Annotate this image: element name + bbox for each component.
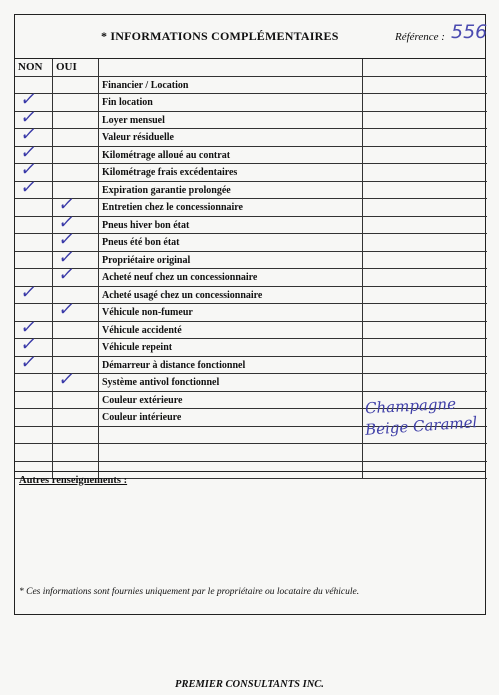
- other-info-section: [15, 471, 485, 486]
- checkmark-icon: ✓: [56, 264, 77, 285]
- checkmark-icon: ✓: [18, 351, 39, 373]
- row-value-cell[interactable]: [363, 304, 487, 321]
- checkmark-icon: ✓: [56, 194, 77, 215]
- checkmark-icon: ✓: [18, 89, 39, 110]
- column-header-label: [99, 59, 363, 76]
- row-label: Kilométrage alloué au contrat: [99, 147, 363, 164]
- row-label: Kilométrage frais excédentaires: [99, 164, 363, 181]
- row-value-cell[interactable]: [363, 252, 487, 269]
- checkmark-icon: ✓: [18, 281, 39, 303]
- table-header-row: [15, 59, 487, 77]
- checkbox-cell-oui[interactable]: [53, 339, 99, 356]
- checkbox-cell-oui[interactable]: [53, 147, 99, 164]
- checkmark-icon: ✓: [18, 106, 39, 128]
- table-row: [15, 211, 487, 235]
- row-value-cell[interactable]: [363, 269, 487, 286]
- checkbox-cell-non[interactable]: [15, 351, 53, 374]
- checkbox-cell-non[interactable]: [15, 392, 53, 409]
- checkmark-icon: ✓: [56, 229, 77, 250]
- checkbox-cell-non[interactable]: [15, 176, 53, 199]
- table-row: [15, 299, 487, 322]
- interior-color-handwritten[interactable]: Beige Caramel: [364, 413, 478, 439]
- reference-label: Référence :: [395, 31, 445, 43]
- row-value-cell[interactable]: [363, 217, 487, 234]
- checkbox-cell-non[interactable]: [15, 252, 53, 269]
- row-label: Véhicule non-fumeur: [99, 304, 363, 321]
- row-value-cell[interactable]: [363, 164, 487, 181]
- checkbox-cell-oui[interactable]: [53, 112, 99, 129]
- company-name: PREMIER CONSULTANTS INC.: [175, 679, 324, 690]
- checkbox-cell-non[interactable]: [15, 217, 53, 234]
- table-row: [15, 369, 487, 392]
- checkmark-icon: ✓: [18, 316, 39, 338]
- checkmark-icon: ✓: [56, 369, 77, 390]
- checkbox-cell-oui[interactable]: [53, 129, 99, 146]
- form-title: * INFORMATIONS COMPLÉMENTAIRES: [101, 29, 339, 43]
- row-value-cell[interactable]: [363, 322, 487, 339]
- row-label: Propriétaire original: [99, 252, 363, 269]
- table-row: [15, 316, 487, 340]
- row-value-cell[interactable]: [363, 94, 487, 111]
- checkbox-cell-non[interactable]: [15, 281, 53, 304]
- row-label: Couleur intérieure: [99, 409, 363, 426]
- row-value-cell[interactable]: [363, 182, 487, 199]
- row-label: Fin location: [99, 94, 363, 111]
- table-row: [15, 444, 487, 462]
- row-label: [99, 462, 363, 479]
- table-row: [15, 77, 487, 95]
- checkbox-cell-oui[interactable]: [53, 164, 99, 181]
- checkbox-cell-non[interactable]: [15, 444, 53, 461]
- table-row: [15, 246, 487, 270]
- row-value-cell[interactable]: [363, 357, 487, 374]
- checkmark-icon: ✓: [56, 211, 77, 233]
- checklist-table: [15, 59, 487, 479]
- table-row: [15, 106, 487, 130]
- row-label: Véhicule repeint: [99, 339, 363, 356]
- checkmark-icon: ✓: [18, 334, 39, 355]
- table-row: [15, 264, 487, 287]
- checkbox-cell-oui[interactable]: [53, 299, 99, 321]
- checkbox-cell-oui[interactable]: [53, 427, 99, 444]
- row-value-cell[interactable]: [363, 374, 487, 391]
- checkmark-icon: ✓: [18, 141, 39, 163]
- table-row: [15, 176, 487, 200]
- row-label: Expiration garantie prolongée: [99, 182, 363, 199]
- row-label: Valeur résiduelle: [99, 129, 363, 146]
- table-row: [15, 159, 487, 182]
- table-row: [15, 334, 487, 357]
- reference-value[interactable]: 556: [451, 21, 488, 43]
- form-header: [15, 15, 488, 59]
- checkbox-cell-oui[interactable]: [53, 392, 99, 409]
- info-form: [14, 14, 486, 615]
- row-value-cell[interactable]: [363, 234, 487, 251]
- checkmark-icon: ✓: [18, 176, 39, 198]
- row-value-cell[interactable]: [363, 199, 487, 216]
- checkbox-cell-non[interactable]: [15, 409, 53, 426]
- checkbox-cell-non[interactable]: [15, 427, 53, 444]
- table-row: [15, 281, 487, 305]
- checkmark-icon: ✓: [18, 159, 39, 180]
- row-value-cell[interactable]: [363, 129, 487, 146]
- checkbox-cell-oui[interactable]: [53, 444, 99, 461]
- checkbox-cell-oui[interactable]: [53, 409, 99, 426]
- checkbox-cell-non[interactable]: [15, 234, 53, 251]
- checkbox-cell-oui[interactable]: [53, 369, 99, 391]
- table-row: [15, 89, 487, 112]
- checkbox-cell-non[interactable]: [15, 199, 53, 216]
- other-info-title: Autres renseignements :: [19, 475, 128, 486]
- row-value-cell[interactable]: [363, 462, 487, 479]
- row-label: Acheté usagé chez un concessionnaire: [99, 287, 363, 304]
- checkbox-cell-oui[interactable]: [53, 94, 99, 111]
- checkbox-cell-non[interactable]: [15, 374, 53, 391]
- footnote: * Ces informations sont fournies uniquement par le propriétaire ou locataire du véhicule.: [19, 587, 360, 597]
- row-label: Véhicule accidenté: [99, 322, 363, 339]
- row-label: Pneus hiver bon état: [99, 217, 363, 234]
- checkmark-icon: ✓: [56, 299, 77, 320]
- row-label: Couleur extérieure: [99, 392, 363, 409]
- row-value-cell[interactable]: [363, 77, 487, 94]
- checkmark-icon: ✓: [56, 246, 77, 268]
- row-value-cell[interactable]: [363, 339, 487, 356]
- row-label: Entretien chez le concessionnaire: [99, 199, 363, 216]
- checkbox-cell-oui[interactable]: [53, 322, 99, 339]
- row-label: Acheté neuf chez un concessionnaire: [99, 269, 363, 286]
- checkbox-cell-oui[interactable]: [53, 264, 99, 286]
- row-label: [99, 427, 363, 444]
- exterior-color-handwritten[interactable]: Champagne: [364, 394, 457, 418]
- column-header-oui: OUI: [53, 59, 99, 76]
- row-value-cell[interactable]: [363, 147, 487, 164]
- column-header-non: NON: [15, 59, 53, 76]
- row-label: Loyer mensuel: [99, 112, 363, 129]
- row-label: Démarreur à distance fonctionnel: [99, 357, 363, 374]
- table-row: [15, 229, 487, 252]
- checkmark-icon: ✓: [18, 124, 39, 145]
- checkbox-cell-oui[interactable]: [53, 77, 99, 94]
- row-label: Pneus été bon état: [99, 234, 363, 251]
- table-row: [15, 124, 487, 147]
- table-row: [15, 194, 487, 217]
- row-value-cell[interactable]: [363, 112, 487, 129]
- row-value-cell[interactable]: [363, 444, 487, 461]
- row-label: Financier / Location: [99, 77, 363, 94]
- table-row: [15, 351, 487, 375]
- row-value-cell[interactable]: [363, 287, 487, 304]
- row-label: Système antivol fonctionnel: [99, 374, 363, 391]
- table-row: [15, 141, 487, 165]
- row-label: [99, 444, 363, 461]
- column-header-value: [363, 59, 487, 76]
